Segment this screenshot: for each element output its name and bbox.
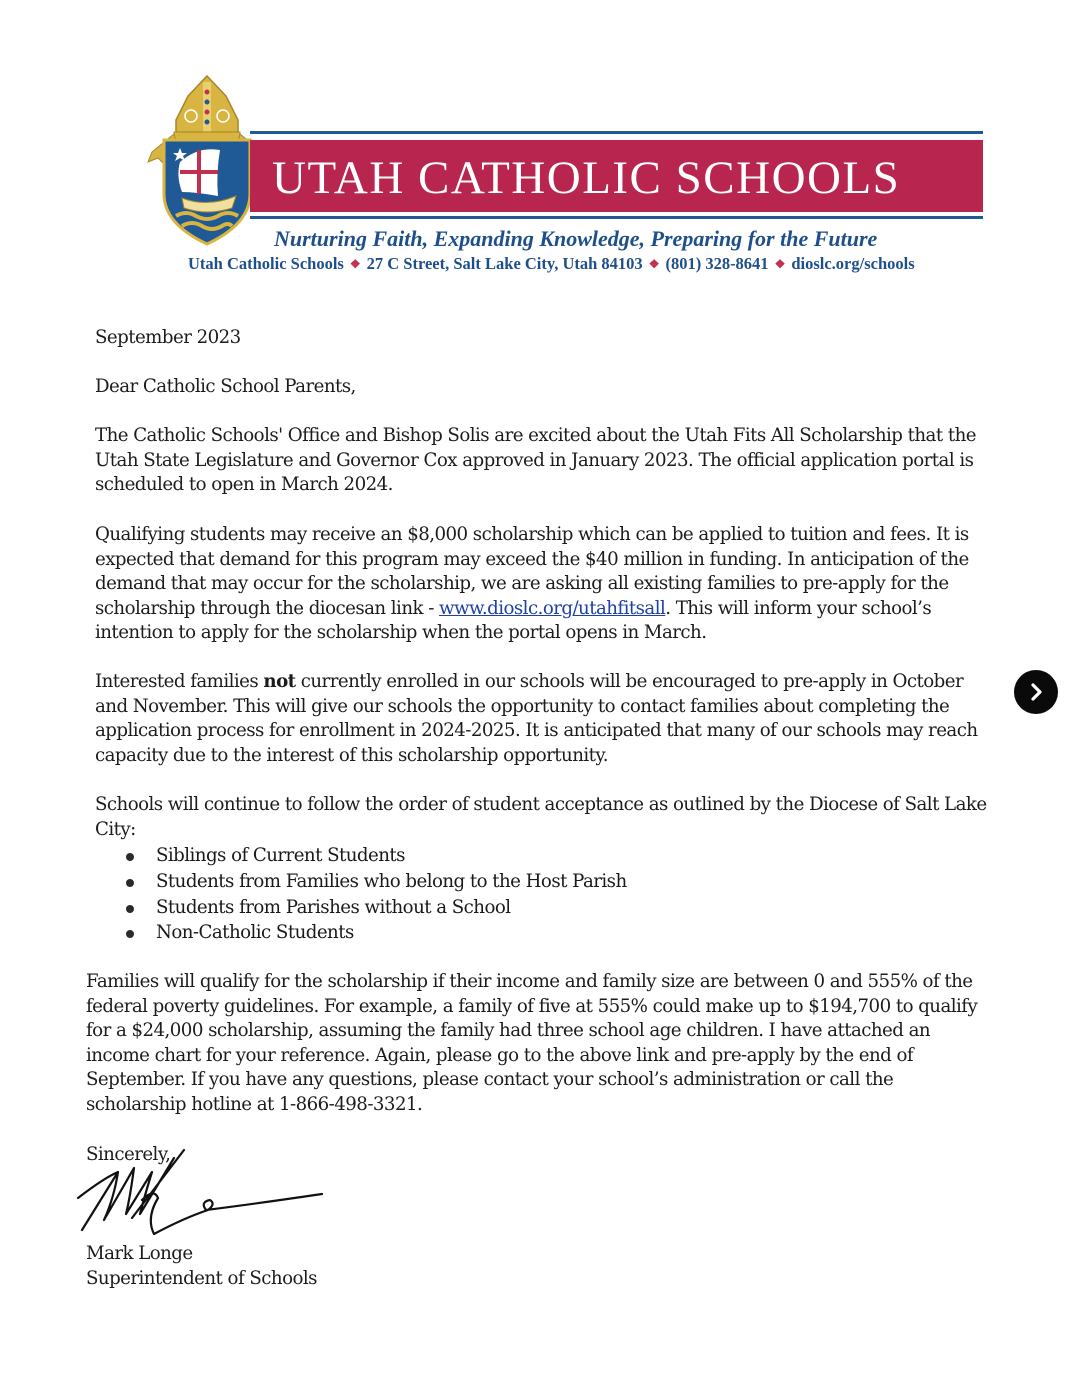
salutation: Dear Catholic School Parents, (95, 376, 356, 397)
signer-title: Superintendent of Schools (86, 1268, 317, 1289)
list-item (122, 920, 627, 946)
bullet-icon (126, 879, 134, 887)
paragraph-line: City: (95, 818, 136, 840)
signer-name: Mark Longe (86, 1243, 193, 1264)
list-item (122, 843, 627, 869)
paragraph-line: Utah State Legislature and Governor Cox approved in January 2023. The official application portal is (95, 449, 974, 471)
list-item-label: Siblings of Current Students (156, 845, 405, 866)
text-span: scholarship through the diocesan link - (95, 597, 440, 619)
paragraph-line: application process for enrollment in 2024-2025. It is anticipated that many of our schools may reach (95, 720, 978, 742)
closing: Sincerely, (86, 1144, 171, 1165)
paragraph-line: and November. This will give our schools the opportunity to contact families about completing the (95, 695, 950, 717)
paragraph-line: September. If you have any questions, please contact your school’s administration or call the (86, 1069, 894, 1091)
paragraph-intro (95, 424, 976, 498)
emphasis-not: not (263, 671, 296, 692)
text-span: . This will inform your school’s (665, 597, 932, 619)
address-website: dioslc.org/schools (791, 254, 915, 273)
separator-icon: ❖ (774, 257, 786, 271)
letterhead (0, 0, 1082, 290)
paragraph-line: Families will qualify for the scholarship if their income and family size are between 0 and 555% of the (86, 971, 973, 992)
paragraph-line: federal poverty guidelines. For example, a family of five at 555% could make up to $194,700 to qualify (86, 995, 978, 1017)
utahfitsall-link[interactable]: www.dioslc.org/utahfitsall (439, 597, 666, 619)
address-line (188, 254, 988, 274)
paragraph-line: capacity due to the interest of this scholarship opportunity. (95, 744, 608, 766)
list-item-label: Students from Parishes without a School (156, 896, 511, 918)
separator-icon: ❖ (648, 257, 660, 271)
bullet-icon (126, 905, 134, 913)
paragraph-line: intention to apply for the scholarship when the portal opens in March. (95, 622, 707, 644)
paragraph-line: The Catholic Schools' Office and Bishop Solis are excited about the Utah Fits All Scholarship that the (95, 425, 976, 446)
paragraph-line: Schools will continue to follow the order of student acceptance as outlined by the Diocese of Salt Lake (95, 794, 987, 815)
band-bottom-rule (250, 216, 983, 219)
paragraph-line: Qualifying students may receive an $8,000 scholarship which can be applied to tuition and fees. It is (95, 524, 969, 545)
paragraph-line: scholarship hotline at 1-866-498-3321. (86, 1093, 423, 1115)
text-span: Interested families (95, 671, 264, 692)
address-phone: (801) 328-8641 (665, 254, 769, 273)
text-span: currently enrolled in our schools will be encouraged to pre-apply in October (295, 671, 964, 692)
paragraph-line: expected that demand for this program may exceed the $40 million in funding. In anticipation of the (95, 548, 969, 570)
address-street: 27 C Street, Salt Lake City, Utah 84103 (366, 254, 643, 273)
address-org: Utah Catholic Schools (188, 254, 344, 273)
next-page-button[interactable] (1014, 670, 1058, 714)
organization-title: UTAH CATHOLIC SCHOOLS (272, 152, 901, 204)
bullet-icon (126, 930, 134, 938)
paragraph-new-families (95, 670, 978, 768)
list-item (122, 895, 627, 921)
acceptance-order-list (122, 843, 627, 946)
bullet-icon (126, 853, 134, 861)
paragraph-scholarship (95, 523, 969, 646)
list-item-label: Non-Catholic Students (156, 922, 354, 944)
paragraph-line: for a $24,000 scholarship, assuming the family had three school age children. I have attached an (86, 1020, 931, 1042)
paragraph-acceptance-order (95, 793, 987, 842)
tagline: Nurturing Faith, Expanding Knowledge, Preparing for the Future (274, 226, 878, 251)
paragraph-line: scheduled to open in March 2024. (95, 474, 393, 496)
paragraph-qualification (86, 970, 977, 1118)
separator-icon: ❖ (349, 257, 361, 271)
letter-date: September 2023 (95, 327, 241, 348)
list-item-label: Students from Families who belong to the Host Parish (156, 870, 627, 892)
paragraph-line: income chart for your reference. Again, please go to the above link and pre-apply by the end of (86, 1044, 914, 1066)
paragraph-line (95, 670, 978, 695)
list-item (122, 869, 627, 895)
signature-icon (74, 1138, 334, 1238)
paragraph-line: demand that may occur for the scholarship, we are asking all existing families to pre-apply for the (95, 573, 949, 595)
paragraph-line (95, 597, 969, 622)
chevron-right-icon (1025, 681, 1047, 703)
band-top-rule (250, 131, 983, 134)
